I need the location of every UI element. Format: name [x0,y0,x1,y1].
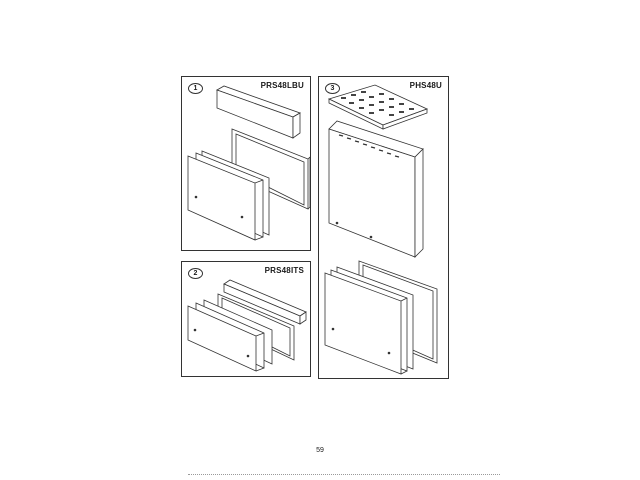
page-number: 59 [316,447,324,454]
part-code-prs48its: PRS48ITS [264,266,304,275]
prs48its-exploded-drawing [182,262,312,378]
footer-divider [188,474,500,475]
lower-panels-drawing [325,261,437,374]
top-rail-drawing [217,86,300,138]
panel-prs48its [181,261,311,377]
enclosure-drawing [329,121,423,257]
panel-number-1: 1 [188,83,203,94]
panel-phs48u [318,76,449,379]
panel-prs48lbu [181,76,311,251]
vented-top-cover-drawing [329,85,427,129]
phs48u-exploded-drawing [319,77,450,380]
part-code-prs48lbu: PRS48LBU [260,81,304,90]
prs48lbu-exploded-drawing [182,77,312,252]
panel-number-3: 3 [325,83,340,94]
part-code-phs48u: PHS48U [409,81,442,90]
panel-number-2: 2 [188,268,203,279]
